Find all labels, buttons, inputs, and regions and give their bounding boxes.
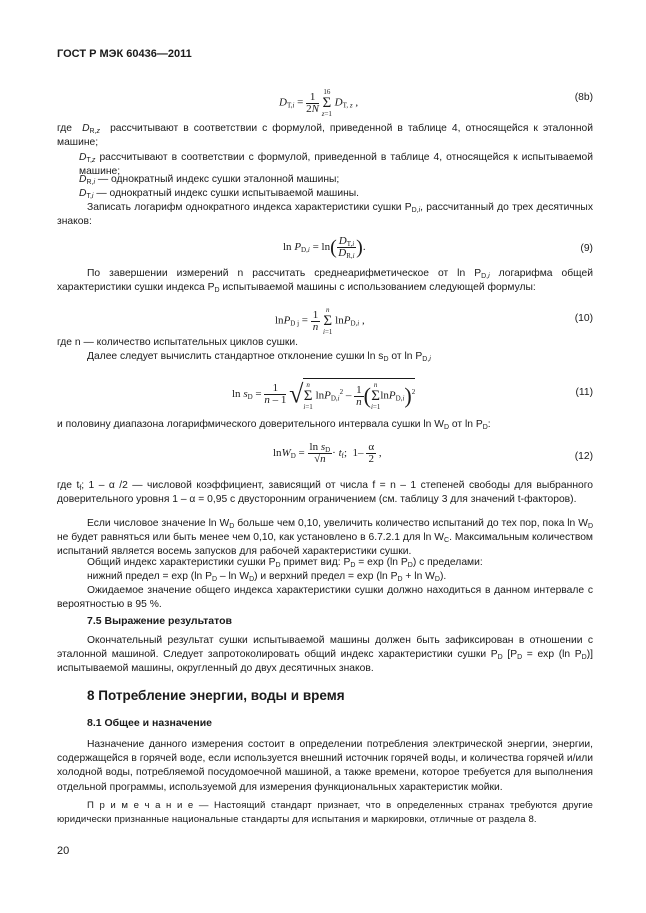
dri-line: $D_{R,i}$ — однократный индекс сушки эталонной машины;	[79, 174, 340, 186]
after-measurement-paragraph: По завершении измерений n рассчитать среднеарифметическое от $\ln P_{D,i}$ логарифма общей характеристики сушки индекса $P_D$ испытываемой машины с использованием следующей формулы:	[57, 268, 593, 295]
total-index-line: Общий индекс характеристики сушки $P_D$ примет вид: $P_D = \exp (\ln$ $P_D$) с пределами:	[87, 557, 483, 569]
equation-number: (9)	[580, 243, 593, 254]
formula-11: $\ln s_D$ = $\frac{1}{n - 1}$ √ n Σ i=1 lnP$_{D,i}^2$ – $\frac{1}{n}$ ( n Σ i=1lnP$_{D,i}$)$^2$	[232, 379, 416, 411]
final-result-paragraph: Окончательный результат сушки испытываемой машины должен быть зафиксирован в отношении с эталонной машиной. Следует запротоколировать общий индекс характеристики сушки $P_D$ [$P_D = \exp (\ln$ $P_D$)] испытываемой машины, округленный до двух десятичных знаков.	[57, 635, 594, 675]
formula-10: lnP$_{D j}$ = $\frac{1}{n}$ n Σ i=1 lnP$_{D,i}$ ,	[275, 306, 365, 336]
equation-10	[57, 302, 593, 336]
equation-number: (10)	[574, 313, 593, 324]
next-paragraph: Далее следует вычислить стандартное отклонение сушки $\ln s_D$ от $\ln P_{D,i}$	[87, 351, 431, 363]
formula-9: $\ln P_{D,i} = \ln$( $\frac{D_{T,i}}{D_{R,i}}$ ).	[283, 235, 366, 260]
document-header: ГОСТ Р МЭК 60436—2011	[57, 48, 192, 60]
equation-number: (8b)	[574, 92, 593, 103]
where-n-line: где n — количество испытательных циклов сушки.	[57, 337, 298, 348]
dti-line: $D_{T,i}$ — однократный индекс сушки испытываемой машины.	[79, 188, 360, 200]
section-7-5-title: 7.5 Выражение результатов	[87, 615, 232, 627]
equation-12	[57, 440, 593, 476]
expected-paragraph: Ожидаемое значение общего индекса характеристики сушки должно находиться в данном интервале с вероятностью в 95 %.	[57, 585, 593, 611]
formula-8b: $D_{T,i}$ = $\frac{1}{2N}$ 16 Σ z=1 $D_{T, z}$ ,	[279, 88, 359, 118]
formula-12: lnW$_D$ = $\frac{\ln s_D}{√n}$ · $t_f$; 1– $\frac{\alpha}{2}$ ,	[273, 441, 382, 465]
section-8-title: 8 Потребление энергии, воды и время	[87, 688, 345, 703]
half-range-paragraph: и половину диапазона логарифмического доверительного интервала сушки $\ln W_D$ от $\ln P_D$:	[57, 419, 491, 431]
purpose-paragraph: Назначение данного измерения состоит в определении потребления электрической энергии, энергии, содержащейся в горячей воде, если используется внешний источник горячей воды, и количества горячей и/или холодной воды, потребляемой посудомоечной машиной, а также времени, которое требуется для выполнения отдельной программы, используемой для измерения функциональных характеристик мойки.	[57, 739, 593, 793]
if-paragraph: Если числовое значение $\ln W_D$ больше чем 0,10, увеличить количество испытаний до тех пор, пока $\ln W_D$ не будет равняться или быть менее чем 0,10, как установлено в 6.7.2.1 для $\ln W_C$. Максимальным количеством испытаний является восемь запусков для рабочей характеристики сушки.	[57, 518, 593, 558]
log-paragraph: Записать логарифм однократного индекса характеристики сушки $P_{D,i}$, рассчитанный до трех десятичных знаков:	[57, 202, 593, 228]
section-8-1-title: 8.1 Общее и назначение	[87, 717, 213, 729]
equation-11	[57, 372, 593, 416]
equation-number: (11)	[575, 387, 593, 398]
t-factor-paragraph: где $t_f$; 1 – α /2 — числовой коэффициент, зависящий от числа f = n – 1 степеней свободы для выбранного доверительного уровня 1 – α = 0,95 с двусторонним ограничением (см. таблицу 3 для значений t-факторов).	[57, 480, 593, 506]
where-dt-paragraph: $D_{T,z}$ рассчитывают в соответствии с формулой, приведенной в таблице 4, относящейся к испытываемой машине;	[79, 152, 593, 178]
limits-line: нижний предел = exp (ln $P_D$ – $\ln W_D$) и верхний предел = exp (ln $P_D + \ln W_D$).	[87, 571, 447, 583]
equation-9	[57, 232, 593, 262]
note-paragraph: П р и м е ч а н и е — Настоящий стандарт признает, что в определенных странах требуются другие юридически признанные национальные стандарты для испытания и маркировки, отличные от раздела 8.	[57, 800, 593, 826]
page-number: 20	[57, 845, 70, 857]
equation-8b	[57, 84, 593, 118]
where-dr-paragraph: где $D_{R,z}$ рассчитывают в соответствии с формулой, приведенной в таблице 4, относящейся к эталонной машине;	[57, 123, 594, 149]
equation-number: (12)	[574, 451, 593, 462]
